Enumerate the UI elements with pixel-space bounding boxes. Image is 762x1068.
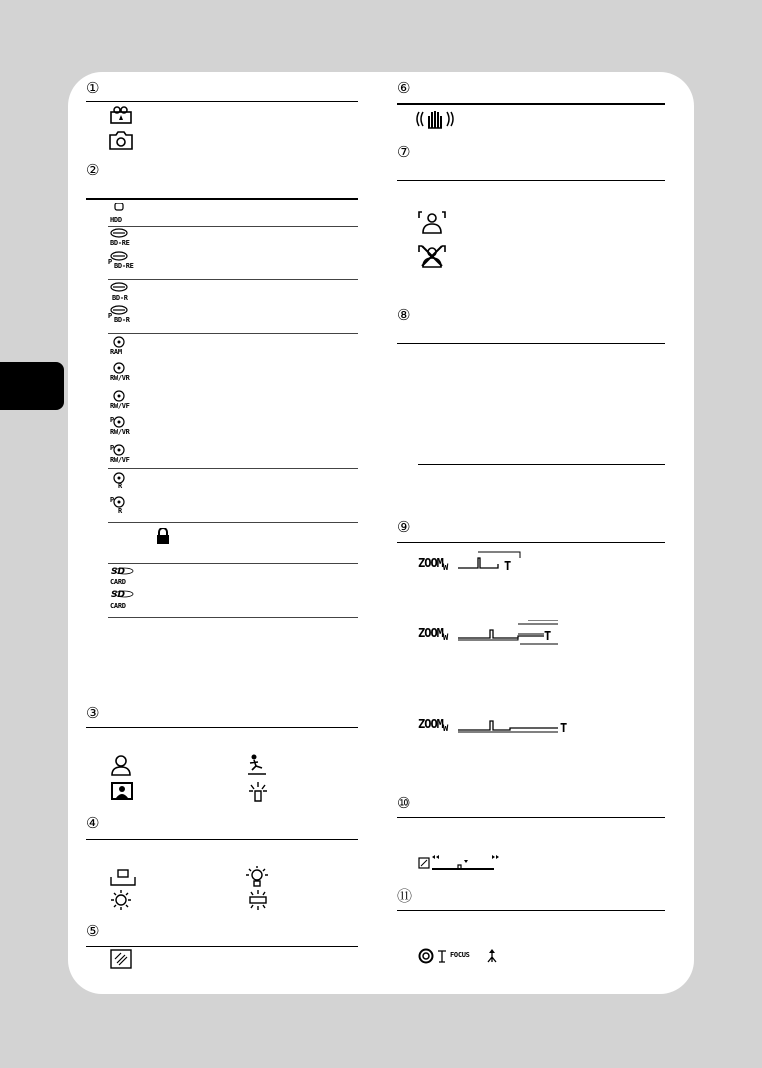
section-1-rule: [86, 101, 358, 102]
zoom-label: ZOOM: [418, 626, 443, 640]
rw-vf-label: RW/VF: [110, 456, 130, 464]
section-2-number: ②: [86, 161, 100, 179]
focus-near-icon: [436, 948, 448, 964]
section-7-number: ⑦: [397, 143, 411, 161]
section-4-number: ④: [86, 814, 100, 832]
svg-text:SD: SD: [111, 567, 125, 576]
bd-re-label: BD-RE: [110, 239, 130, 247]
focus-label: FOCUS: [450, 951, 470, 959]
divider: [108, 226, 358, 227]
section-4-rule: [86, 839, 358, 840]
section-8-number: ⑧: [397, 306, 411, 324]
section-9-number: ⑨: [397, 518, 411, 536]
section-10-number: ⑩: [397, 794, 411, 812]
zoom-indicator-label: [418, 557, 447, 574]
lamp-icon: [246, 866, 268, 888]
r-label: R: [118, 482, 122, 490]
divider: [108, 468, 358, 469]
p-label: P: [110, 497, 115, 505]
bd-r-label: BD-R: [114, 316, 130, 324]
section-3-number: ③: [86, 704, 100, 722]
zoom-bar-icon: [458, 550, 528, 572]
exposure-icon: [418, 855, 502, 873]
divider: [108, 279, 358, 280]
zoom-t: T: [504, 559, 512, 572]
bd-r-label: BD-R: [112, 294, 128, 302]
sd-card-icon: [110, 566, 134, 576]
zoom-w: W: [442, 724, 448, 734]
bd-r-disc-icon: [110, 305, 128, 315]
section-5-rule: [86, 946, 358, 947]
zoom-w: W: [442, 563, 448, 573]
divider: [108, 617, 358, 618]
zoom-bar-icon: [458, 712, 578, 736]
section-2-rule: [86, 198, 358, 200]
lock-icon: [156, 528, 170, 544]
zoom-t: T: [560, 721, 568, 735]
hdd-label: HDD: [110, 216, 122, 224]
section-6-number: ⑥: [397, 79, 411, 97]
focus-icon: [418, 948, 434, 964]
section-6-rule: [397, 103, 665, 105]
person-icon: [110, 754, 132, 776]
section-9-rule: [397, 542, 665, 543]
sun-icon: [110, 889, 132, 911]
rw-vr-label: RW/VR: [110, 428, 130, 436]
chapter-tab: [0, 362, 64, 410]
zoom-label: ZOOM: [418, 556, 443, 570]
zoom-t: T: [544, 629, 552, 643]
card-label: CARD: [110, 602, 126, 610]
bd-re-disc-icon: [110, 251, 128, 261]
p-label: P: [108, 313, 113, 321]
bd-re-disc-icon: [110, 228, 128, 238]
section-1-number: ①: [86, 79, 100, 97]
zoom-label: ZOOM: [418, 717, 443, 731]
ram-label: RAM: [110, 348, 122, 356]
section-7-rule: [397, 180, 665, 181]
sports-icon: [246, 754, 268, 776]
p-label: P: [110, 445, 115, 453]
svg-text:SD: SD: [111, 590, 125, 599]
bd-r-disc-icon: [110, 282, 128, 292]
p-label: P: [110, 417, 115, 425]
bd-re-label: BD-RE: [114, 262, 134, 270]
zoom-indicator-label: [418, 627, 447, 644]
hand-shake-icon: [416, 108, 454, 130]
hdd-icon: [110, 203, 128, 217]
focus-far-icon: [486, 948, 498, 964]
zoom-w: W: [442, 633, 448, 643]
section-8-rule: [397, 343, 665, 344]
spotlight-icon: [248, 781, 268, 803]
backlight-icon: [110, 949, 132, 969]
face-detect-icon: [418, 210, 446, 234]
rw-vf-label: RW/VF: [110, 402, 130, 410]
face-detect-off-icon: [418, 244, 446, 268]
section-11-rule: [397, 910, 665, 911]
manual-page: [68, 72, 694, 994]
fluorescent-icon: [246, 889, 270, 911]
section-3-rule: [86, 727, 358, 728]
divider: [108, 522, 358, 523]
zoom-indicator-label: [418, 718, 447, 735]
divider: [108, 333, 358, 334]
card-label: CARD: [110, 578, 126, 586]
section-8-subrule: [418, 464, 665, 465]
dvd-rw-icon: [112, 390, 126, 402]
divider: [108, 563, 358, 564]
section-10-rule: [397, 817, 665, 818]
zoom-bar-icon: [458, 620, 568, 648]
rw-vr-label: RW/VR: [110, 374, 130, 382]
video-camera-icon: [108, 106, 134, 124]
dvd-rw-icon: [112, 362, 126, 374]
section-5-number: ⑤: [86, 922, 100, 940]
sd-card-icon: [110, 589, 134, 599]
white-balance-auto-icon: [110, 869, 136, 887]
still-camera-icon: [108, 130, 134, 150]
p-label: P: [108, 259, 113, 267]
dvd-ram-icon: [112, 336, 126, 348]
portrait-icon: [110, 781, 134, 801]
r-label: R: [118, 507, 122, 515]
section-11-number: ⑪: [397, 887, 413, 905]
